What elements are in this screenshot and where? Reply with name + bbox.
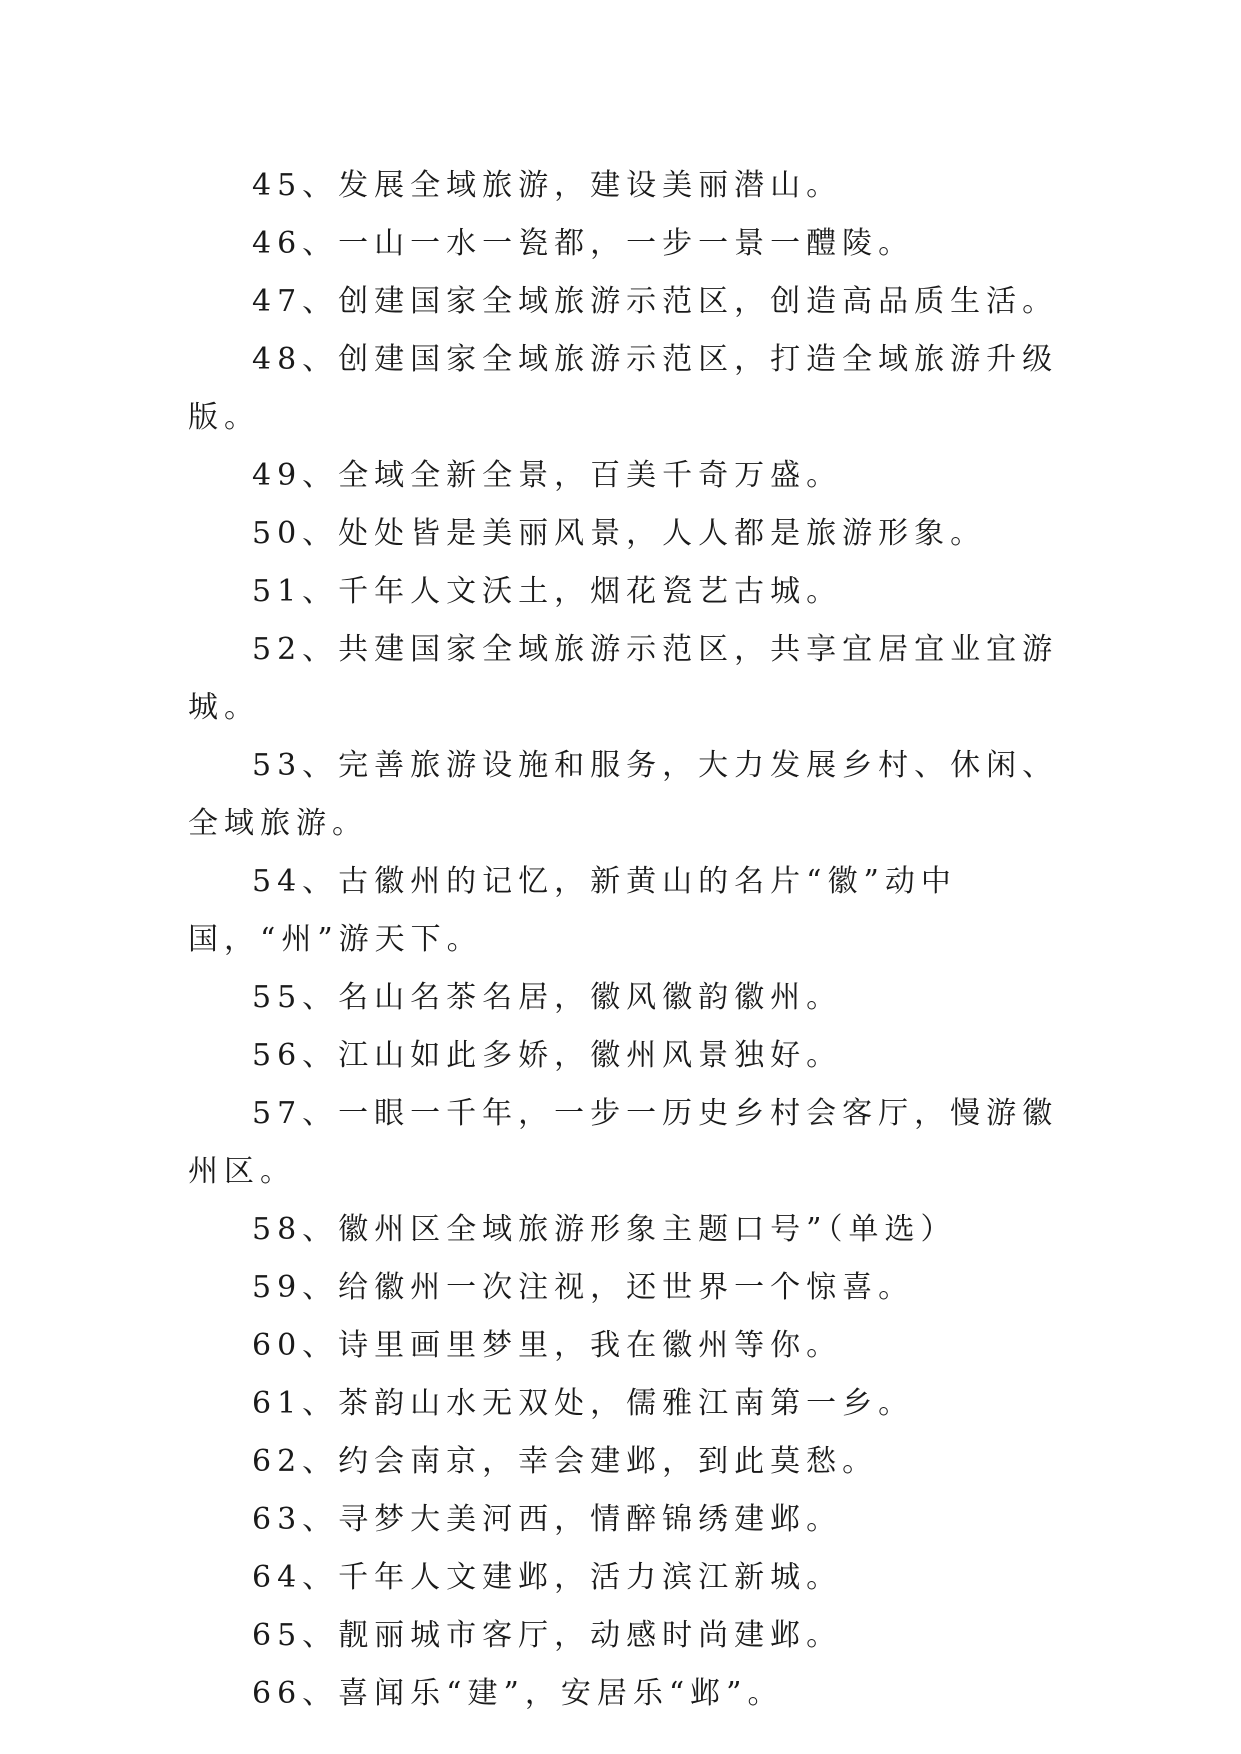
slogan-paragraph: 58、徽州区全域旅游形象主题口号”（单选） <box>252 1212 957 1247</box>
slogan-paragraph: 53、完善旅游设施和服务，大力发展乡村、休闲、全域旅游。 <box>188 748 1059 841</box>
slogan-paragraph: 45、发展全域旅游，建设美丽潜山。 <box>252 168 843 203</box>
slogan-paragraph: 62、约会南京，幸会建邺，到此莫愁。 <box>252 1444 879 1479</box>
slogan-paragraph: 55、名山名茶名居，徽风徽韵徽州。 <box>252 980 843 1015</box>
slogan-paragraph: 61、茶韵山水无双处，儒雅江南第一乡。 <box>252 1386 915 1421</box>
slogan-paragraph: 52、共建国家全域旅游示范区，共享宜居宜业宜游城。 <box>188 632 1059 725</box>
slogan-paragraph: 57、一眼一千年，一步一历史乡村会客厅，慢游徽州区。 <box>188 1096 1059 1189</box>
slogan-paragraph: 56、江山如此多娇，徽州风景独好。 <box>252 1038 843 1073</box>
slogan-paragraph: 48、创建国家全域旅游示范区，打造全域旅游升级版。 <box>188 342 1059 435</box>
slogan-paragraph: 46、一山一水一瓷都，一步一景一醴陵。 <box>252 226 915 261</box>
slogan-paragraph: 54、古徽州的记忆，新黄山的名片“徽”动中国，“州”游天下。 <box>188 864 957 957</box>
slogan-paragraph: 60、诗里画里梦里，我在徽州等你。 <box>252 1328 843 1363</box>
slogan-paragraph: 63、寻梦大美河西，情醉锦绣建邺。 <box>252 1502 843 1537</box>
slogan-paragraph: 51、千年人文沃土，烟花瓷艺古城。 <box>252 574 843 609</box>
slogan-paragraph: 50、处处皆是美丽风景，人人都是旅游形象。 <box>252 516 987 551</box>
slogan-paragraph: 65、靓丽城市客厅，动感时尚建邺。 <box>252 1618 843 1653</box>
slogan-paragraph: 66、喜闻乐“建”，安居乐“邺”。 <box>252 1676 784 1711</box>
slogan-paragraph: 47、创建国家全域旅游示范区，创造高品质生活。 <box>252 284 1059 319</box>
slogan-paragraph: 64、千年人文建邺，活力滨江新城。 <box>252 1560 843 1595</box>
slogan-paragraph: 49、全域全新全景，百美千奇万盛。 <box>252 458 843 493</box>
document-body <box>188 157 1068 1723</box>
slogan-paragraph: 59、给徽州一次注视，还世界一个惊喜。 <box>252 1270 915 1305</box>
